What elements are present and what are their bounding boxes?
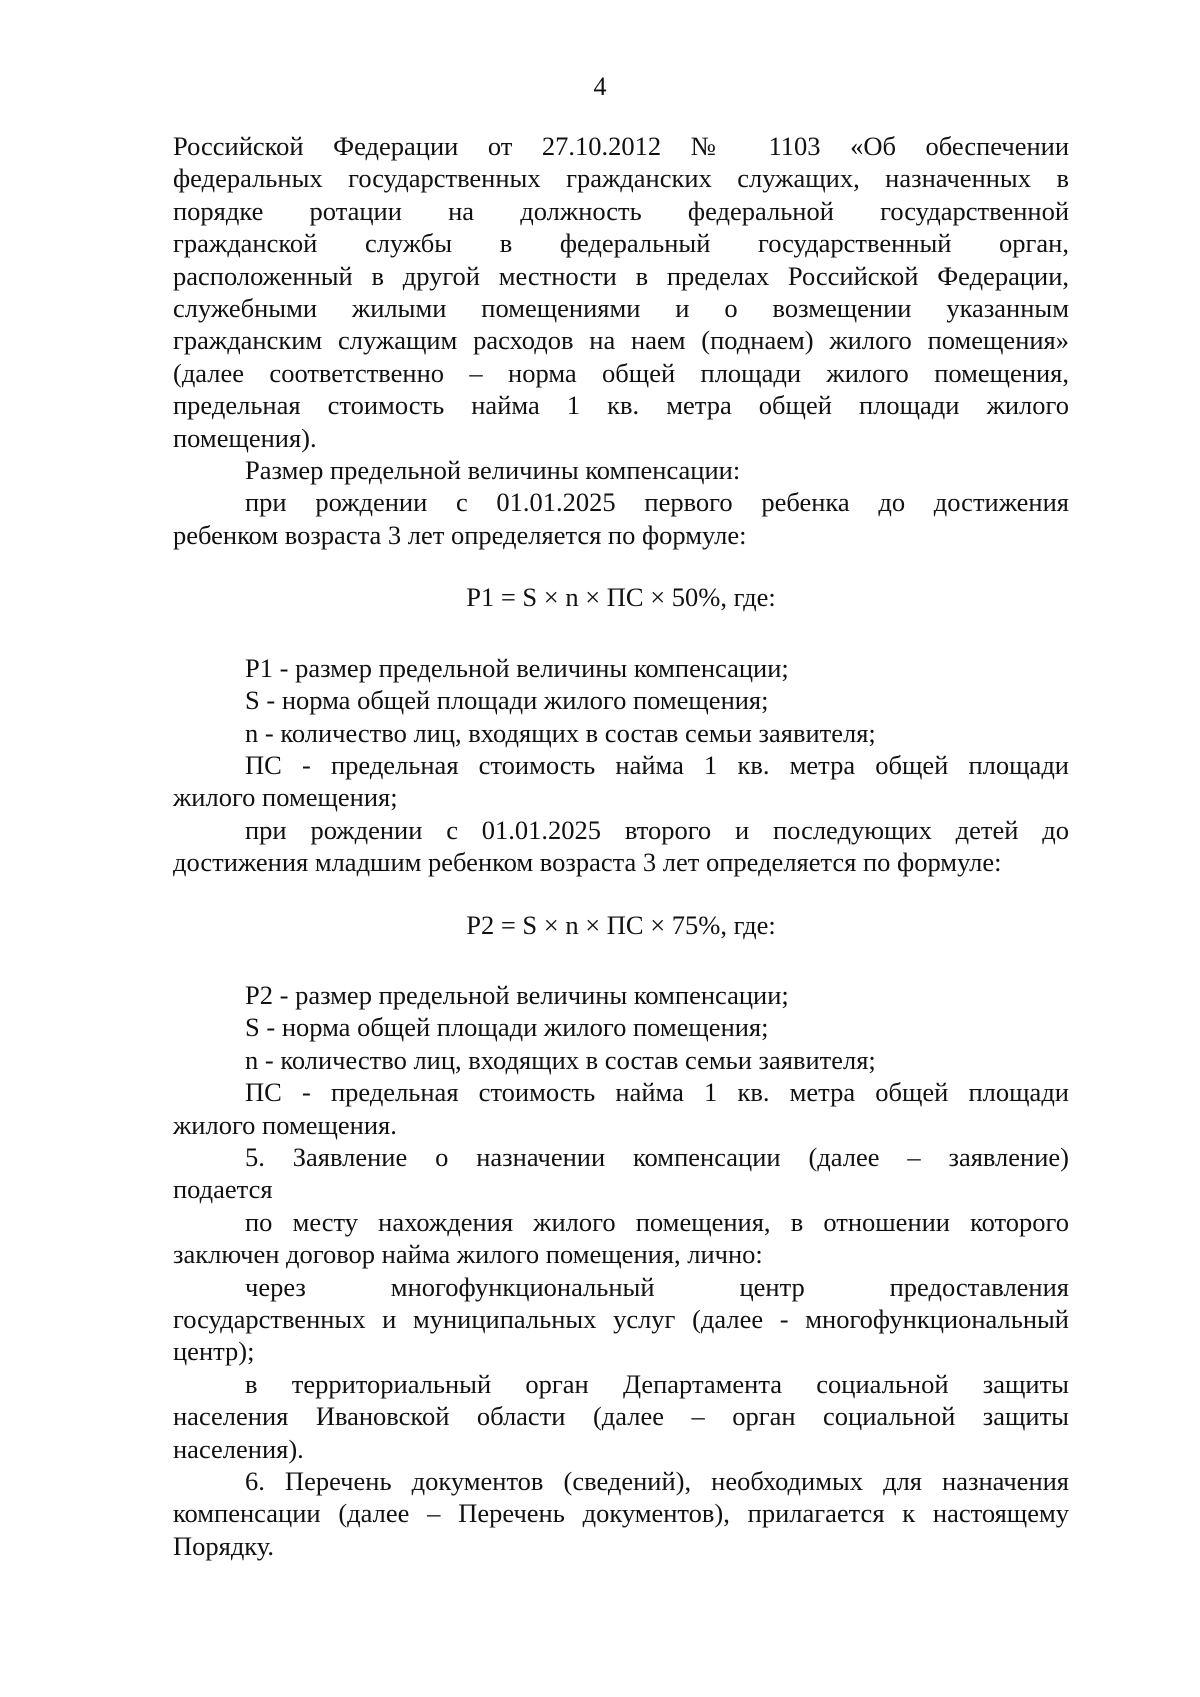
- section-6-line: Порядку.: [173, 1530, 275, 1561]
- intro-line: гражданской службы в федеральный государственный орган,: [173, 228, 1069, 259]
- definition-s: S - норма общей площади жилого помещения;: [245, 1012, 769, 1043]
- formula-p1: P1 = S × n × ПС × 50%, где:: [466, 582, 776, 613]
- section-5-paragraph: [173, 1141, 1069, 1206]
- mfc-line: государственных и муниципальных услуг (далее - многофункциональный: [173, 1304, 1069, 1334]
- definition-ps-line: жилого помещения.: [173, 1109, 397, 1140]
- intro-line: расположенный в другой местности в пределах Российской Федерации,: [173, 260, 1069, 291]
- size-heading: Размер предельной величины компенсации:: [245, 455, 741, 486]
- intro-line: порядке ротации на должность федеральной государственной: [173, 195, 1069, 226]
- first-child-line: при рождении с 01.01.2025 первого ребенка до достижения: [245, 487, 1069, 518]
- territorial-line: населения).: [173, 1433, 304, 1464]
- mfc-line: через многофункциональный центр предоставления: [245, 1271, 1069, 1302]
- second-child-line: при рождении с 01.01.2025 второго и последующих детей до: [245, 814, 1069, 845]
- definition-ps-line: жилого помещения;: [173, 782, 398, 813]
- section-6-paragraph: [173, 1465, 1069, 1562]
- territorial-paragraph: [173, 1368, 1069, 1465]
- mfc-line: центр);: [173, 1336, 255, 1367]
- page-number: 4: [593, 72, 607, 101]
- intro-line: Российской Федерации от 27.10.2012 № 1103 «Об обеспечении: [173, 131, 1069, 161]
- intro-line: служебными жилыми помещениями и о возмещении указанным: [173, 293, 1069, 324]
- section-5-line: 5. Заявление о назначении компенсации (далее – заявление): [245, 1141, 1069, 1172]
- intro-line: предельная стоимость найма 1 кв. метра общей площади жилого: [173, 390, 1069, 421]
- intro-line: помещения).: [173, 422, 317, 453]
- definition-n: n - количество лиц, входящих в состав семьи заявителя;: [245, 1044, 876, 1075]
- territorial-line: населения Ивановской области (далее – орган социальной защиты: [173, 1401, 1069, 1432]
- intro-paragraph: [173, 130, 1069, 454]
- location-line: заключен договор найма жилого помещения, лично:: [173, 1239, 763, 1270]
- definition-n: n - количество лиц, входящих в состав семьи заявителя;: [245, 717, 876, 748]
- location-line: по месту нахождения жилого помещения, в отношении которого: [245, 1206, 1069, 1237]
- definition-s: S - норма общей площади жилого помещения;: [245, 685, 769, 716]
- first-child-paragraph: [173, 486, 1069, 551]
- location-paragraph: [173, 1206, 1069, 1271]
- second-child-paragraph: [173, 814, 1069, 879]
- section-6-line: компенсации (далее – Перечень документов), прилагается к настоящему: [173, 1498, 1069, 1529]
- formula-p2: P2 = S × n × ПС × 75%, где:: [466, 909, 776, 940]
- section-6-line: 6. Перечень документов (сведений), необходимых для назначения: [245, 1466, 1069, 1497]
- intro-line: гражданским служащим расходов на наем (поднаем) жилого помещения»: [173, 325, 1069, 356]
- definition-ps-line: ПС - предельная стоимость найма 1 кв. метра общей площади: [245, 749, 1069, 780]
- definition-ps: [173, 749, 1069, 814]
- document-body: [173, 130, 1069, 1562]
- definition-p2: P2 - размер предельной величины компенсации;: [245, 979, 789, 1010]
- territorial-line: в территориальный орган Департамента социальной защиты: [245, 1368, 1069, 1399]
- first-child-line: ребенком возраста 3 лет определяется по формуле:: [173, 519, 747, 550]
- definition-ps-line: ПС - предельная стоимость найма 1 кв. метра общей площади: [245, 1077, 1069, 1108]
- intro-line: федеральных государственных гражданских служащих, назначенных в: [173, 163, 1069, 194]
- intro-line: (далее соответственно – норма общей площади жилого помещения,: [173, 357, 1069, 388]
- definition-p1: P1 - размер предельной величины компенсации;: [245, 652, 789, 683]
- definition-ps: [173, 1076, 1069, 1141]
- section-5-line: подается: [173, 1174, 273, 1205]
- second-child-line: достижения младшим ребенком возраста 3 лет определяется по формуле:: [173, 847, 1002, 878]
- mfc-paragraph: [173, 1271, 1069, 1368]
